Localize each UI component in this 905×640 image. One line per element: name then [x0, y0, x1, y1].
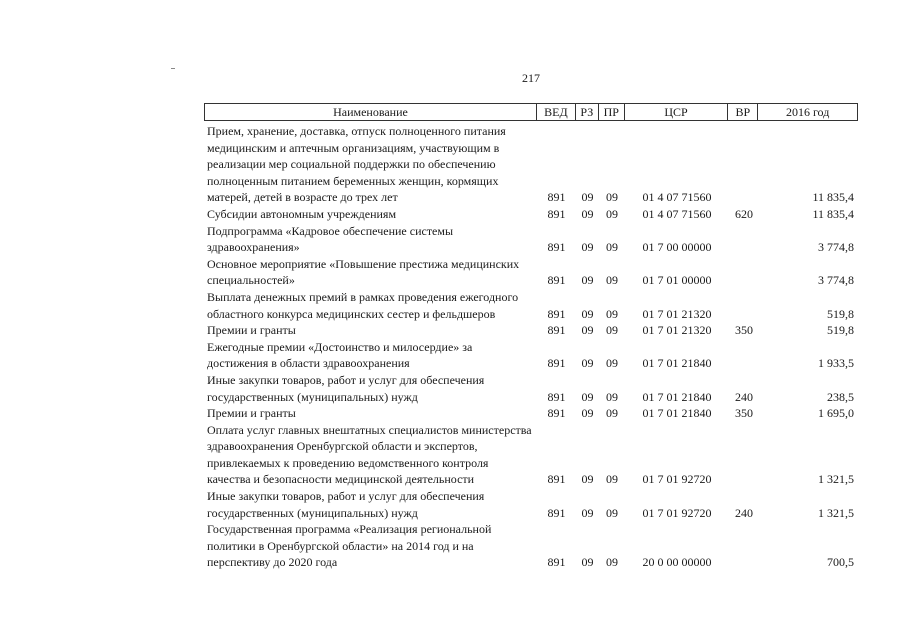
- row-rz: 09: [581, 555, 594, 570]
- header-ved: ВЕД: [537, 104, 576, 120]
- row-amount: 3 774,8: [818, 240, 854, 255]
- row-ved: 891: [547, 240, 566, 255]
- row-amount: 1 695,0: [818, 406, 854, 421]
- row-pr: 09: [606, 273, 618, 288]
- row-vr: 240: [735, 389, 753, 404]
- row-vr: 350: [735, 406, 753, 421]
- table-row: [204, 256, 858, 289]
- header-year: 2016 год: [785, 105, 830, 119]
- header-pr: ПР: [599, 104, 625, 120]
- row-ved: 891: [547, 206, 566, 221]
- table-row: [204, 488, 858, 521]
- row-rz: 09: [581, 273, 594, 288]
- row-pr: 09: [606, 389, 618, 404]
- row-csr: 01 7 01 00000: [642, 273, 712, 288]
- page-number: 217: [522, 71, 540, 85]
- table-row: [204, 422, 858, 488]
- row-csr: 01 7 01 92720: [642, 505, 712, 520]
- row-name: Премии и гранты: [207, 406, 296, 421]
- row-name: Субсидии автономным учреждениям: [207, 206, 397, 221]
- row-name: Ежегодные премии «Достоинство и милосердие» за достижения в области здравоохранения: [207, 339, 473, 371]
- table-row: [204, 289, 858, 322]
- row-name: Иные закупки товаров, работ и услуг для обеспечения государственных (муниципальных) нужд: [207, 489, 485, 520]
- row-name: Прием, хранение, доставка, отпуск полноценного питания медицинским и аптечным организациям, участвующим в реализации мер социальной поддержки по обеспечению полноценным питанием беременных женщин, кормящих матерей, детей в возрасте до трех лет: [207, 124, 506, 205]
- row-rz: 09: [581, 206, 594, 221]
- row-vr: 620: [735, 206, 753, 221]
- row-csr: 20 0 00 00000: [642, 555, 712, 570]
- row-csr: 01 4 07 71560: [642, 206, 712, 221]
- row-rz: 09: [581, 240, 594, 255]
- row-pr: 09: [606, 472, 618, 487]
- table-body: [204, 123, 858, 571]
- row-amount: 11 835,4: [812, 206, 854, 221]
- row-name: Оплата услуг главных внештатных специалистов министерства здравоохранения Оренбургской области и экспертов, привлекаемых к проведению ведомственного контроля качества и безопасности медицинской деятельности: [207, 422, 532, 487]
- row-rz: 09: [581, 190, 594, 205]
- table-row: [204, 521, 858, 571]
- row-pr: 09: [606, 555, 618, 570]
- row-amount: 700,5: [827, 555, 854, 570]
- row-csr: 01 7 00 00000: [642, 240, 712, 255]
- row-amount: 1 321,5: [818, 472, 854, 487]
- row-pr: 09: [606, 306, 618, 321]
- row-rz: 09: [581, 505, 594, 520]
- row-name: Основное мероприятие «Повышение престижа медицинских специальностей»: [207, 256, 520, 288]
- scan-mark: [171, 68, 175, 69]
- row-rz: 09: [581, 306, 594, 321]
- table-row: [204, 322, 858, 339]
- row-amount: 238,5: [827, 389, 854, 404]
- row-name: Премии и гранты: [207, 323, 296, 338]
- row-pr: 09: [606, 190, 618, 205]
- row-name: Государственная программа «Реализация региональной политики в Оренбургской области» на 2014 год и на перспективу до 2020 года: [207, 522, 492, 570]
- header-rz: РЗ: [576, 104, 599, 120]
- row-name: Подпрограмма «Кадровое обеспечение системы здравоохранения»: [207, 223, 454, 255]
- row-rz: 09: [581, 406, 594, 421]
- row-csr: 01 7 01 21840: [642, 389, 712, 404]
- header-vr: ВР: [728, 104, 758, 120]
- row-ved: 891: [547, 356, 566, 371]
- row-pr: 09: [606, 406, 618, 421]
- row-csr: 01 4 07 71560: [642, 190, 712, 205]
- row-amount: 11 835,4: [812, 190, 854, 205]
- row-vr: 350: [735, 323, 753, 338]
- row-csr: 01 7 01 21320: [642, 323, 712, 338]
- row-ved: 891: [547, 389, 566, 404]
- row-csr: 01 7 01 92720: [642, 472, 712, 487]
- row-vr: 240: [735, 505, 753, 520]
- row-rz: 09: [581, 389, 594, 404]
- row-amount: 3 774,8: [818, 273, 854, 288]
- row-amount: 1 933,5: [818, 356, 854, 371]
- row-csr: 01 7 01 21320: [642, 306, 712, 321]
- row-amount: 1 321,5: [818, 505, 854, 520]
- row-ved: 891: [547, 323, 566, 338]
- row-amount: 519,8: [827, 323, 854, 338]
- row-csr: 01 7 01 21840: [642, 406, 712, 421]
- row-name: Иные закупки товаров, работ и услуг для обеспечения государственных (муниципальных) нужд: [207, 372, 485, 404]
- row-name: Выплата денежных премий в рамках проведения ежегодного областного конкурса медицинских сестер и фельдшеров: [207, 289, 519, 321]
- header-csr: ЦСР: [625, 104, 729, 120]
- row-pr: 09: [606, 356, 618, 371]
- row-ved: 891: [547, 273, 566, 288]
- row-pr: 09: [606, 323, 618, 338]
- row-rz: 09: [581, 356, 594, 371]
- row-csr: 01 7 01 21840: [642, 356, 712, 371]
- row-ved: 891: [547, 472, 566, 487]
- table-row: [204, 339, 858, 372]
- row-amount: 519,8: [827, 306, 854, 321]
- row-rz: 09: [581, 472, 594, 487]
- row-ved: 891: [547, 306, 566, 321]
- row-ved: 891: [547, 505, 566, 520]
- row-pr: 09: [606, 505, 618, 520]
- table-row: [204, 223, 858, 256]
- table-header: [204, 103, 858, 121]
- table-row: [204, 372, 858, 405]
- table-row: [204, 405, 858, 422]
- row-rz: 09: [581, 323, 594, 338]
- row-pr: 09: [606, 206, 618, 221]
- table-row: [204, 123, 858, 206]
- row-pr: 09: [606, 240, 618, 255]
- row-ved: 891: [547, 555, 566, 570]
- row-ved: 891: [547, 190, 566, 205]
- header-name: Наименование: [205, 104, 537, 120]
- table-row: [204, 206, 858, 223]
- row-ved: 891: [547, 406, 566, 421]
